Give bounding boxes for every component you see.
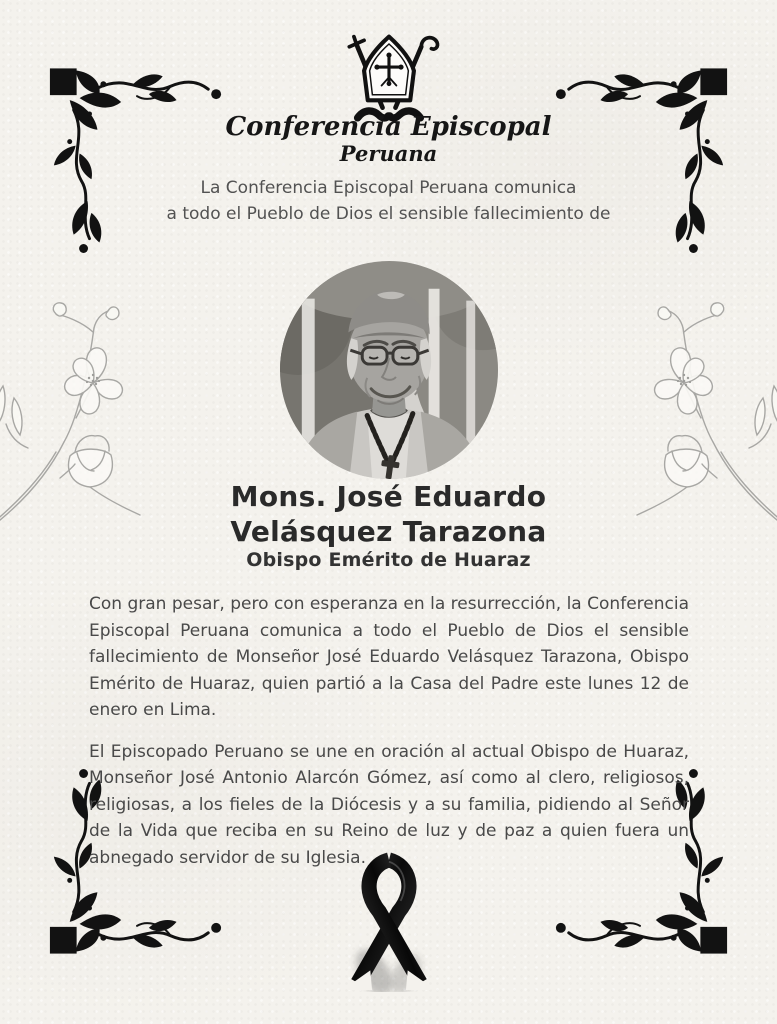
paragraph-2: El Episcopado Peruano se une en oración al actual Obispo de Huaraz, Monseñor José Antonio Alarcón Gómez, así como al clero, religiosos, religiosas, a los fieles de la Diócesis y a su familia, pidiendo al Señor de la Vida que reciba en su Reino de luz y de paz a quien fuera un abnegado servidor de su Iglesia. [89, 741, 689, 868]
mourning-ribbon-icon [340, 849, 438, 992]
deceased-name-line2: Velásquez Tarazona [230, 515, 547, 549]
bishop-mitre-icon [329, 32, 449, 122]
intro-line1: La Conferencia Episcopal Peruana comunica [200, 178, 577, 198]
paragraph-1: Con gran pesar, pero con esperanza en la resurrección, la Conferencia Episcopal Peruana comunica a todo el Pueblo de Dios el sensible fallecimiento de Monseñor José Eduardo Velásquez Tarazona, Obispo Emérito de Huaraz, quien partió a la Casa del Padre este lunes 12 de enero en Lima. [89, 594, 689, 721]
intro-line2: a todo el Pueblo de Dios el sensible fallecimiento de [166, 203, 611, 224]
deceased-title: Obispo Emérito de Huaraz [246, 549, 531, 571]
logo-text-line2: Peruana [339, 141, 438, 166]
deceased-name [69, 479, 709, 550]
logo-text-line1: Conferencia Episcopal [225, 112, 552, 142]
announcement-body [89, 591, 689, 871]
deceased-name-line1: Mons. José Eduardo [230, 480, 547, 513]
intro-text [79, 176, 699, 227]
portrait-photo [280, 261, 498, 479]
